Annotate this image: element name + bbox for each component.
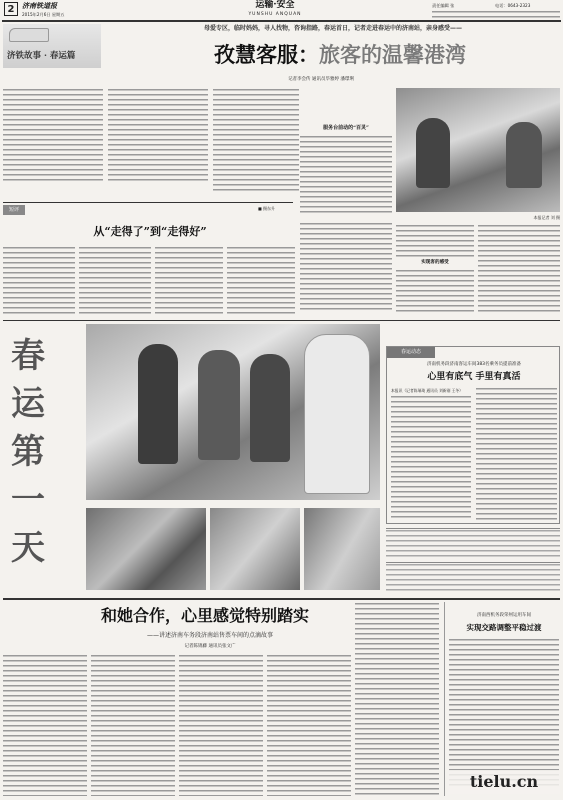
photo-bottom-mid: [210, 508, 300, 590]
commentary-col-2: [79, 246, 151, 316]
dynamic-byline: 本报讯（记者陈瑞琦 通讯员 刘新刚 王冬）: [391, 388, 463, 393]
photo-figure-1: [138, 344, 178, 464]
masthead: [0, 0, 563, 20]
service-desk-photo: [396, 88, 560, 212]
divider-bottom: [3, 598, 560, 600]
issue-date: 2015年2月6日 星期五: [22, 12, 65, 17]
headline-part-2: 旅客的温馨港湾: [319, 42, 466, 67]
paper-name: 济南铁道报: [22, 1, 57, 10]
commentary-col-3: [155, 246, 223, 316]
brief-box-2: [386, 562, 560, 592]
right-brief: [444, 602, 560, 796]
photo-bottom-left: [86, 508, 206, 590]
sidebar-subhead: 实现客的感受: [396, 258, 474, 267]
divider-mid: [3, 320, 560, 321]
photo-caption: 本报记者 刘 摄: [533, 215, 560, 220]
spring-rush-big-title: [8, 332, 48, 578]
section-pinyin: YUNSHU ANQUAN: [248, 12, 302, 17]
photo-attendant: [304, 334, 370, 494]
big-char-5: 天: [11, 528, 45, 568]
body-col-4: [300, 135, 392, 215]
right-brief-body: [449, 638, 559, 788]
header-rule: [2, 20, 561, 22]
bottom-col-5: [355, 602, 439, 796]
bottom-byline: 记者陈锦藤 通讯员张文广: [184, 644, 236, 649]
bottom-col-2: [91, 654, 175, 796]
section-title: 运输·安全: [255, 0, 295, 10]
big-char-3: 第: [11, 432, 45, 472]
column-banner: [3, 24, 101, 68]
headline-part-1: 孜慧客服：: [214, 42, 319, 67]
dynamic-col-2: [476, 387, 557, 521]
train-icon: [9, 28, 49, 42]
header-editor: 责任编辑 张: [432, 3, 455, 8]
dynamic-col-1: [391, 395, 471, 521]
body-col-5: [300, 222, 392, 312]
commentary-col-4: [227, 246, 295, 316]
header-contact-lines: [432, 10, 560, 18]
body-col-2: [108, 88, 208, 184]
big-char-4: 一: [11, 480, 45, 520]
main-spring-photo: [86, 324, 380, 500]
story-headline: [130, 40, 550, 70]
big-char-2: 运: [11, 384, 45, 424]
bottom-col-1: [3, 654, 87, 796]
dynamic-head-small: 济南机务段济南客运车间383名乘务员提前准备: [426, 362, 522, 367]
watermark: tielu.cn: [448, 770, 560, 794]
bottom-headline: 和她合作，心里感觉特别踏实: [100, 606, 309, 625]
dynamic-tag: 春运动态: [387, 347, 435, 358]
photo-figure-3: [250, 354, 290, 462]
right-brief-head: 济南西机务段荣州运用车间: [477, 613, 531, 618]
divider-top: [3, 202, 293, 203]
body-col-3: [213, 88, 299, 192]
bottom-col-3: [179, 654, 263, 796]
bottom-subtitle: ——讲述济南车务段济南站售票车间的点滴故事: [146, 632, 273, 639]
photo-person-1: [416, 118, 450, 188]
photo-figure-2: [198, 350, 240, 460]
right-brief-title: 实现交路调整平稳过渡: [466, 623, 542, 632]
dynamic-title: 心里有底气 手里有真活: [427, 372, 521, 382]
photo-person-2: [506, 122, 542, 188]
photo-bottom-right: [304, 508, 380, 590]
bottom-col-4: [267, 654, 351, 796]
page-number: 2: [4, 2, 18, 16]
story-kicker: 母爱专区，临时妈妈，寻人找物，咨询指路，春运首日，记者走进春运中的济南站，亲身感受——: [203, 25, 462, 32]
commentary-col-1: [3, 246, 75, 316]
big-char-1: 春: [11, 336, 45, 376]
commentary-tag: 短评: [3, 205, 25, 215]
story-byline: 记者李会传 通讯员毕雅婷 潘璟琍: [288, 77, 354, 82]
commentary-title: 从“走得了”到“走得好”: [93, 225, 207, 238]
dynamic-box: [386, 346, 560, 524]
author-tag: ■ 摄东升: [258, 206, 276, 211]
column-tag: 济铁故事 · 春运篇: [7, 51, 76, 61]
body-col-1: [3, 88, 103, 184]
body-col-6: [396, 224, 474, 314]
header-phone: 电话：0643-2323: [495, 3, 531, 8]
brief-box-1: [386, 528, 560, 558]
subhead-service: 服务台前动的“百灵”: [323, 125, 369, 131]
body-col-7: [478, 224, 560, 314]
